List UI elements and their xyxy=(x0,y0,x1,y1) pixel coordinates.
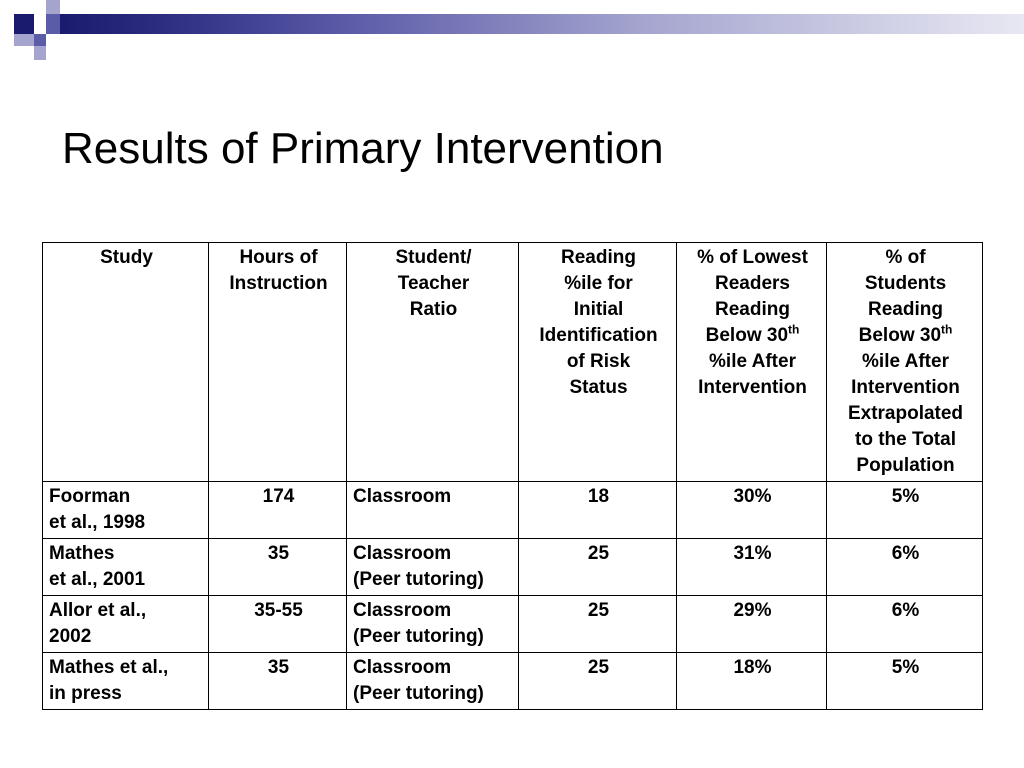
header-line: Reading xyxy=(868,299,943,320)
table-row xyxy=(43,482,983,539)
cell-study xyxy=(43,539,209,596)
header-line: Reading xyxy=(561,247,636,268)
decor-top-band xyxy=(60,14,1024,34)
header-line: of Risk xyxy=(566,351,631,372)
header-line: Hours of xyxy=(239,247,318,268)
cell-initial: 25 xyxy=(519,653,677,710)
results-table xyxy=(42,242,983,710)
decor-square-dark xyxy=(14,14,34,34)
header-line: to the Total xyxy=(855,429,956,450)
header-line: Instruction xyxy=(229,273,328,294)
cell-ratio xyxy=(347,482,519,539)
cell-line: Classroom xyxy=(353,543,452,564)
header-line: Identification xyxy=(539,325,658,346)
header-row xyxy=(43,243,983,482)
header-line: Initial xyxy=(573,299,624,320)
cell-initial: 25 xyxy=(519,539,677,596)
cell-line: Mathes xyxy=(49,543,115,564)
cell-ratio xyxy=(347,596,519,653)
cell-line: in press xyxy=(49,683,122,704)
header-line: Intervention xyxy=(698,377,807,398)
cell-line: (Peer tutoring) xyxy=(353,569,484,590)
cell-total: 6% xyxy=(827,539,983,596)
cell-line: Allor et al., xyxy=(49,600,147,621)
cell-line: Classroom xyxy=(353,486,452,507)
header-line: Status xyxy=(569,377,628,398)
header-study xyxy=(43,243,209,482)
header-line: % of Lowest xyxy=(697,247,808,268)
cell-initial: 18 xyxy=(519,482,677,539)
header-line: Students xyxy=(864,273,947,294)
header-ratio xyxy=(347,243,519,482)
header-line: Population xyxy=(856,455,955,476)
header-line: %ile After xyxy=(862,351,949,372)
decor-square-light-3 xyxy=(34,46,46,60)
header-sup: th xyxy=(788,322,800,337)
header-line: Extrapolated xyxy=(847,403,964,424)
header-total-population xyxy=(827,243,983,482)
cell-hours: 35 xyxy=(209,539,347,596)
cell-study xyxy=(43,653,209,710)
cell-ratio xyxy=(347,539,519,596)
cell-line: Foorman xyxy=(49,486,131,507)
cell-hours: 35-55 xyxy=(209,596,347,653)
cell-line: et al., 2001 xyxy=(49,569,146,590)
decor-square-light-2 xyxy=(14,34,34,46)
header-line: %ile After xyxy=(709,351,796,372)
cell-line: Classroom xyxy=(353,657,452,678)
table-row xyxy=(43,539,983,596)
cell-lowest: 31% xyxy=(677,539,827,596)
cell-lowest: 18% xyxy=(677,653,827,710)
decor-square-mid-2 xyxy=(34,34,46,46)
header-line: Teacher xyxy=(397,273,470,294)
header-line: %ile for xyxy=(564,273,633,294)
header-lowest-readers xyxy=(677,243,827,482)
cell-line: et al., 1998 xyxy=(49,512,146,533)
header-hours xyxy=(209,243,347,482)
cell-total: 5% xyxy=(827,653,983,710)
cell-ratio xyxy=(347,653,519,710)
header-below-text: Below 30 xyxy=(705,325,789,346)
cell-line: 2002 xyxy=(49,626,92,647)
header-below-text: Below 30 xyxy=(858,325,942,346)
decor-square-light xyxy=(46,0,60,14)
cell-study xyxy=(43,482,209,539)
cell-lowest: 29% xyxy=(677,596,827,653)
cell-lowest: 30% xyxy=(677,482,827,539)
cell-line: (Peer tutoring) xyxy=(353,626,484,647)
header-initial-risk xyxy=(519,243,677,482)
cell-total: 5% xyxy=(827,482,983,539)
header-line-below xyxy=(683,323,822,349)
header-sup: th xyxy=(941,322,953,337)
header-line: Student/ xyxy=(395,247,472,268)
cell-line: Mathes et al., xyxy=(49,657,169,678)
table-row xyxy=(43,653,983,710)
cell-hours: 174 xyxy=(209,482,347,539)
decor-square-mid xyxy=(46,14,60,34)
cell-line: Classroom xyxy=(353,600,452,621)
cell-total: 6% xyxy=(827,596,983,653)
header-line: Intervention xyxy=(851,377,960,398)
cell-study xyxy=(43,596,209,653)
cell-line: (Peer tutoring) xyxy=(353,683,484,704)
cell-initial: 25 xyxy=(519,596,677,653)
header-line: Readers xyxy=(715,273,790,294)
cell-hours: 35 xyxy=(209,653,347,710)
slide-title: Results of Primary Intervention xyxy=(62,124,664,173)
header-line: Ratio xyxy=(409,299,458,320)
table-row xyxy=(43,596,983,653)
header-line: % of xyxy=(885,247,926,268)
header-line-below xyxy=(833,323,978,349)
header-line: Study xyxy=(100,247,153,268)
header-line: Reading xyxy=(715,299,790,320)
